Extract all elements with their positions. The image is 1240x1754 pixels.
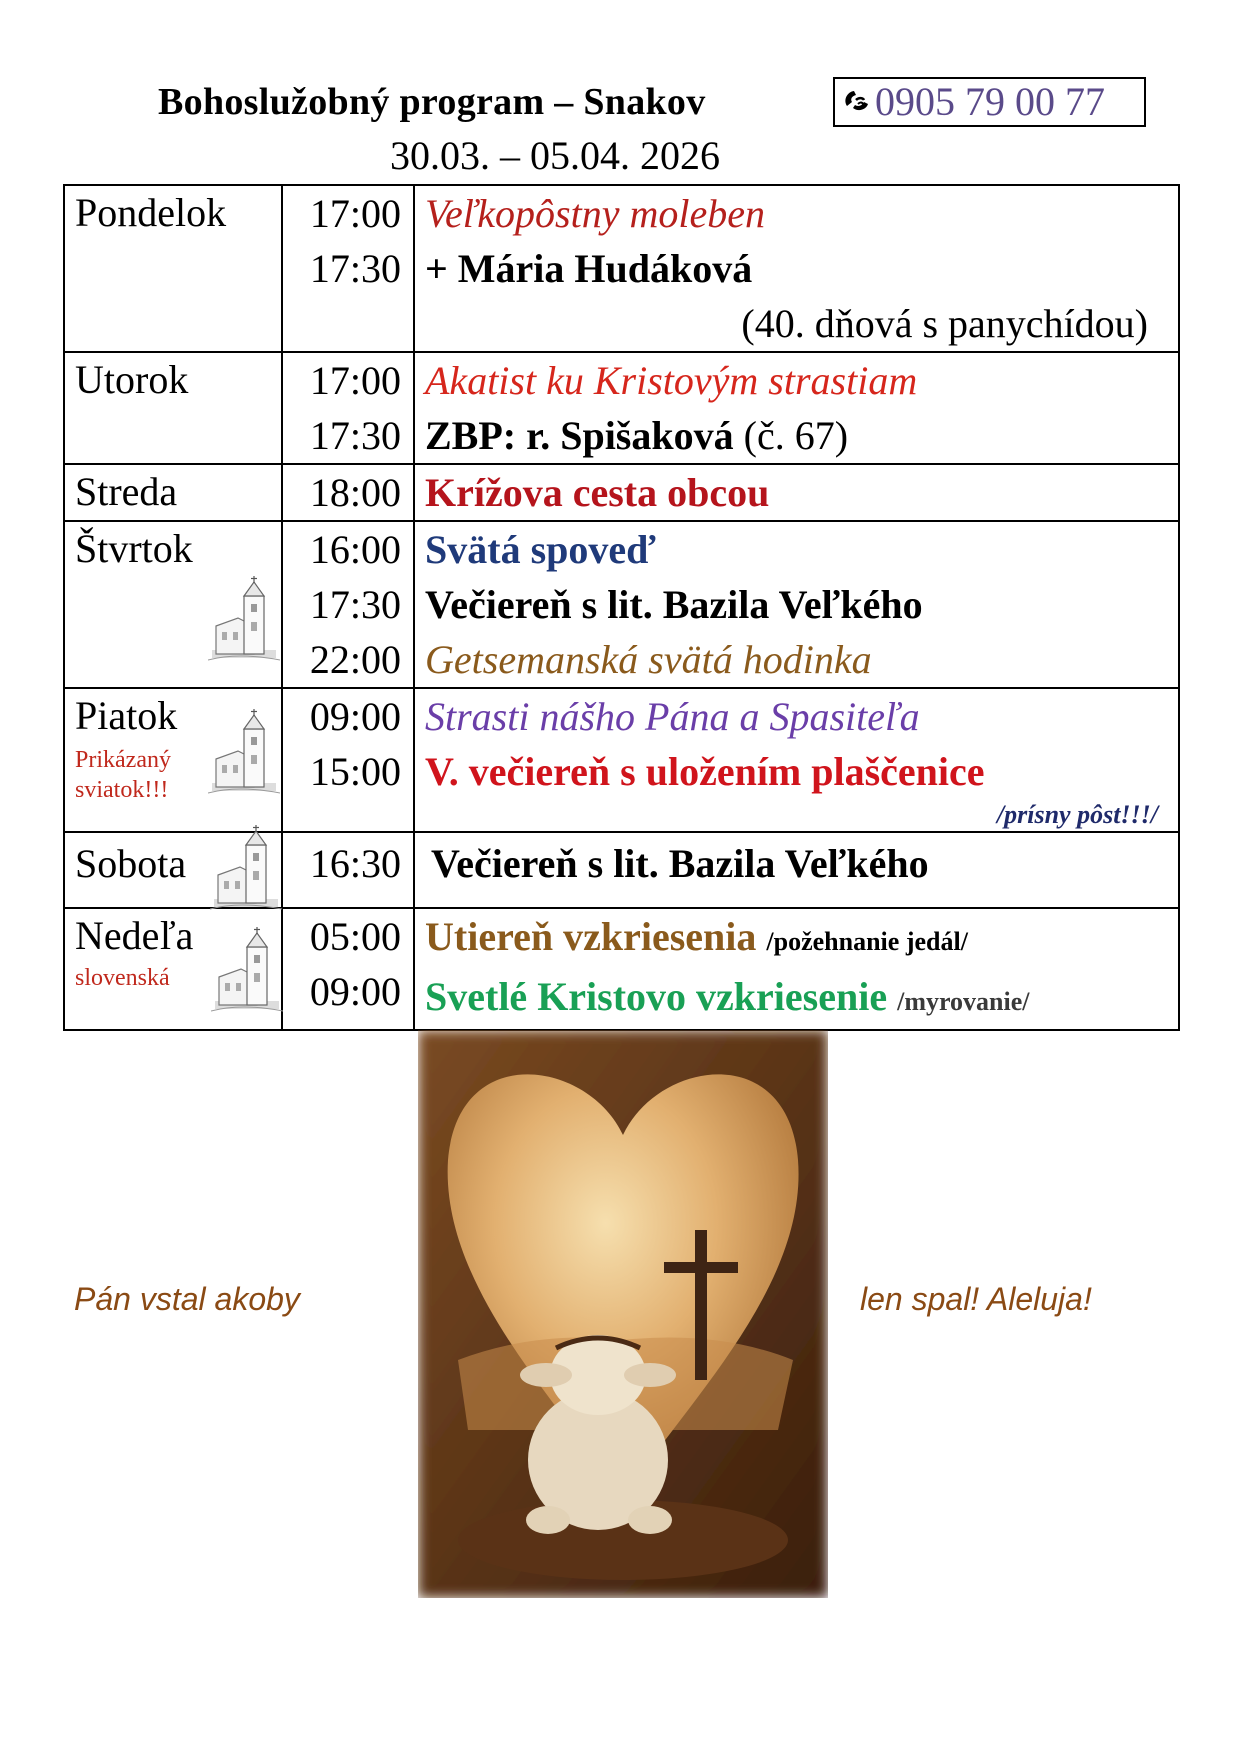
event-extra: /myrovanie/ (897, 987, 1030, 1016)
time-cell (282, 832, 414, 908)
day-name: Utorok (75, 357, 189, 402)
time: 15:00 (309, 749, 401, 794)
day-name: Pondelok (75, 190, 227, 235)
event-cell (414, 464, 1179, 521)
time: 17:00 (309, 358, 401, 403)
day-cell (64, 688, 282, 832)
day-name: Streda (75, 469, 178, 514)
church-icon (208, 574, 280, 664)
table-row (64, 908, 1179, 1030)
day-note: slovenská (75, 965, 170, 991)
event-cell (414, 352, 1179, 464)
day-name: Štvrtok (75, 526, 193, 571)
table-row (64, 521, 1179, 688)
event-note: (40. dňová s panychídou) (741, 301, 1148, 346)
event-cell (414, 185, 1179, 352)
caption-left: Pán vstal akoby (74, 1281, 300, 1317)
easter-lamb-image (418, 1030, 828, 1598)
day-note (75, 745, 171, 805)
time: 05:00 (309, 914, 401, 959)
day-name: Sobota (75, 841, 187, 886)
event-extra: (č. 67) (743, 413, 849, 458)
time: 22:00 (309, 637, 401, 682)
day-name: Piatok (75, 693, 178, 738)
event-cell (414, 688, 1179, 832)
time: 17:30 (309, 246, 401, 291)
date-range: 30.03. – 05.04. 2026 (390, 133, 720, 178)
caption-right: len spal! Aleluja! (860, 1281, 1092, 1317)
time: 18:00 (309, 470, 401, 515)
event-cell (414, 908, 1179, 1030)
time: 16:00 (309, 527, 401, 572)
time: 09:00 (309, 969, 401, 1014)
table-row (64, 464, 1179, 521)
time-cell (282, 908, 414, 1030)
phone-number: 0905 79 00 77 (875, 79, 1105, 124)
table-row (64, 185, 1179, 352)
page-title: Bohoslužobný program – Snakov (158, 81, 706, 123)
time: 17:00 (309, 191, 401, 236)
phone-icon (841, 86, 873, 118)
church-icon (211, 925, 283, 1015)
day-note-line: Prikázaný (75, 747, 171, 773)
day-cell (64, 464, 282, 521)
event: Svetlé Kristovo vzkriesenie (425, 974, 888, 1019)
time-cell (282, 521, 414, 688)
church-icon (210, 823, 282, 913)
day-cell (64, 521, 282, 688)
table-row (64, 832, 1179, 908)
event: Večiereň s lit. Bazila Veľkého (425, 582, 923, 627)
event: Strasti nášho Pána a Spasiteľa (425, 694, 920, 739)
time: 09:00 (309, 694, 401, 739)
day-cell (64, 352, 282, 464)
event-extra: /požehnanie jedál/ (766, 927, 968, 956)
event-line (415, 408, 1178, 463)
event-note: /prísny pôst!!!/ (996, 800, 1158, 829)
event-cell (414, 832, 1179, 908)
day-cell (64, 832, 282, 908)
table-row (64, 688, 1179, 832)
day-cell (64, 908, 282, 1030)
event: Veľkopôstny moleben (425, 191, 765, 236)
time-cell (282, 185, 414, 352)
event: Večiereň s lit. Bazila Veľkého (431, 841, 929, 886)
day-cell (64, 185, 282, 352)
event: + Mária Hudáková (425, 246, 753, 291)
event-cell (414, 521, 1179, 688)
event: Akatist ku Kristovým strastiam (425, 358, 918, 403)
event: V. večiereň s uložením plaščenice (425, 749, 985, 794)
time: 17:30 (309, 582, 401, 627)
time-cell (282, 464, 414, 521)
time: 17:30 (309, 413, 401, 458)
event-line (415, 909, 1178, 969)
time-cell (282, 352, 414, 464)
time-cell (282, 688, 414, 832)
event: Krížova cesta obcou (425, 470, 770, 515)
event: Svätá spoveď (425, 527, 656, 572)
event: Getsemanská svätá hodinka (425, 637, 872, 682)
event: Utiereň vzkriesenia (425, 914, 757, 959)
schedule-table (63, 184, 1180, 1031)
day-note-line: sviatok!!! (75, 777, 169, 803)
church-icon (208, 707, 280, 797)
event-line (415, 969, 1178, 1029)
event: ZBP: r. Spišaková (425, 413, 734, 458)
time: 16:30 (309, 841, 401, 886)
phone-box (833, 77, 1146, 127)
table-row (64, 352, 1179, 464)
day-name: Nedeľa (75, 913, 194, 958)
